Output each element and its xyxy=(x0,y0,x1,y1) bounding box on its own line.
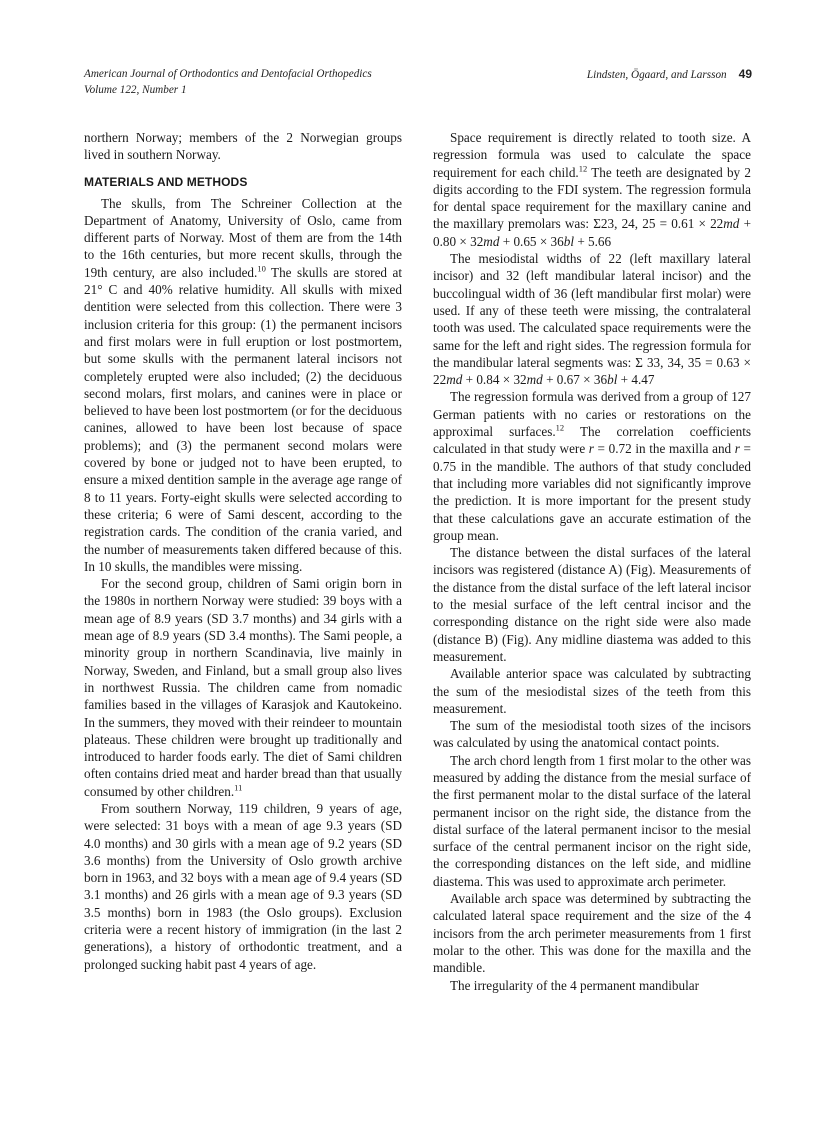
right-column xyxy=(433,129,751,994)
paragraph-distance-measurement: The distance between the distal surfaces of the lateral incisors was registered (distance A) (Fig). Measurements of the distance from the distal surface of the left lateral incisor to the mesial surface of the left central incisor and the corresponding distance on the right side were also made (distance B) (Fig). Any midline diastema was added to this measurement. xyxy=(433,545,751,664)
citation-ref: 10 xyxy=(257,263,266,274)
running-header-left xyxy=(84,66,372,98)
journal-title: American Journal of Orthodontics and Dentofacial Orthopedics xyxy=(84,68,372,80)
citation-ref: 12 xyxy=(578,163,588,174)
author-names: Lindsten, Ögaard, and Larsson xyxy=(586,69,727,81)
paragraph-arch-space: Available arch space was determined by subtracting the calculated lateral space requirement and the size of the 4 incisors from the arch perimeter measurements from 1 first molar to the other. This was done for the maxilla and the mandible. xyxy=(433,891,751,976)
paragraph-skulls: The skulls, from The Schreiner Collection at the Department of Anatomy, University of Oslo, came from different parts of Norway. Most of them are from the 14th to the 16th centuries, but more recent skulls, through the 19th century, are also included.$^{10}$ The skulls are stored at 21° C and 40% relative humidity. All skulls with mixed dentition were selected from this collection. There were 3 inclusion criteria for this group: (1) the permanent incisors and first molars were in full eruption or lost postmortem, but some skulls with the permanent lateral incisors not completely erupted were also included; (2) the deciduous second molars, first molars, and canines were in place or believed to have been lost postmortem (or for the deciduous canines, allowed to have been lost because of space problems); and (3) the permanent second molars were covered by bone or judged not to have been erupted, to ensure a mixed dentition sample in the average age range of 8 to 11 years. Forty-eight skulls were selected according to these criteria; 6 were of Sami descent, according to the registration cards. The condition of the crania varied, and the number of measurements taken differed because of this. In 10 skulls, the mandibles were missing. xyxy=(84,195,402,574)
page-number: 49 xyxy=(738,67,752,81)
citation-ref: 12 xyxy=(555,422,565,433)
paragraph-oslo-group: From southern Norway, 119 children, 9 years of age, were selected: 31 boys with a mean of age 9.3 years (SD 4.0 months) and 30 girls with a mean age of 9.2 years (SD 3.6 months) from the University of Oslo growth archive born in 1963, and 32 boys with a mean age of 9.4 years (SD 3.1 months) and 26 girls with a mean age of 9.3 years (SD 3.5 months) born in 1983 (the Oslo groups). Exclusion criteria were a recent history of immigration (in the last 2 generations), a history of orthodontic treatment, and a prolonged sucking habit past 4 years of age. xyxy=(84,800,402,972)
running-header-right xyxy=(587,66,752,83)
citation-ref: 11 xyxy=(234,782,243,793)
paragraph-sami-group: For the second group, children of Sami origin born in the 1980s in northern Norway were studied: 39 boys with a mean age of 8.9 years (SD 3.7 months) and 34 girls with a mean age of 8.9 years (SD 3.4 months). The Sami people, a minority group in northern Scandinavia, live mainly in Norway, Sweden, and Finland, but a small group also lives in northwest Russia. The children came from nomadic families based in the villages of Karasjok and Kautokeino. In the summers, they moved with their reindeer to mountain plateaus. These children were brought up traditionally and introduced to harder foods early. The diet of Sami children often contains dried meat and harder bread than that usually consumed by other children.$^{11}$ xyxy=(84,576,402,799)
section-heading-materials-methods: MATERIALS AND METHODS xyxy=(84,174,248,189)
journal-volume: Volume 122, Number 1 xyxy=(84,84,187,96)
paragraph-arch-chord: The arch chord length from 1 first molar to the other was measured by adding the distance from the mesial surface of the first permanent molar to the distal surface of the lateral permanent incisor on the right side, the distance from the distal surface of the lateral permanent incisor to the mesial surface of the central permanent incisor on the right side, the corresponding distances on the left side, and midline diastema. This was used to approximate arch perimeter. xyxy=(433,752,751,889)
paragraph-tooth-sizes: The sum of the mesiodistal tooth sizes of the incisors was calculated by using the anatomical contact points. xyxy=(433,718,751,751)
paragraph-space-requirement: Space requirement is directly related to tooth size. A regression formula was used to calculate the space requirement for each child.$^{12}$ The teeth are designated by 2 digits according to the FDI system. The regression formula for dental space requirement for the maxillary canine and the maxillary premolars was: Σ23, 24, 25 = 0.61 × 22md + 0.80 × 32md + 0.65 × 36bl + 5.66 xyxy=(433,130,752,249)
paragraph-irregularity: The irregularity of the 4 permanent mandibular xyxy=(450,977,700,993)
left-column xyxy=(84,129,402,973)
paragraph-anterior-space: Available anterior space was calculated by subtracting the sum of the mesiodistal sizes of the teeth from this measurement. xyxy=(433,666,751,716)
intro-tail-paragraph: northern Norway; members of the 2 Norwegian groups lived in southern Norway. xyxy=(84,130,402,163)
paragraph-mesiodistal-widths: The mesiodistal widths of 22 (left maxillary lateral incisor) and 32 (left mandibular lateral incisor) and the buccolingual width of 36 (left mandibular first molar) were used. If any of these teeth were missing, the contralateral tooth was used. The calculated space requirements were the same for the left and right sides. The regression formula for the mandibular lateral segments was: Σ 33, 34, 35 = 0.63 × 22md + 0.84 × 32md + 0.67 × 36bl + 4.47 xyxy=(433,251,751,388)
paragraph-regression-derivation: The regression formula was derived from a group of 127 German patients with no caries or restorations on the approximal surfaces.$^{12}$ The correlation coefficients calculated in that study were r = 0.72 in the maxilla and r = 0.75 in the mandible. The authors of that study concluded that including more variables did not significantly improve the prediction. It is more important for the present study that these calculations gave an accurate estimation of the group mean. xyxy=(433,389,752,543)
